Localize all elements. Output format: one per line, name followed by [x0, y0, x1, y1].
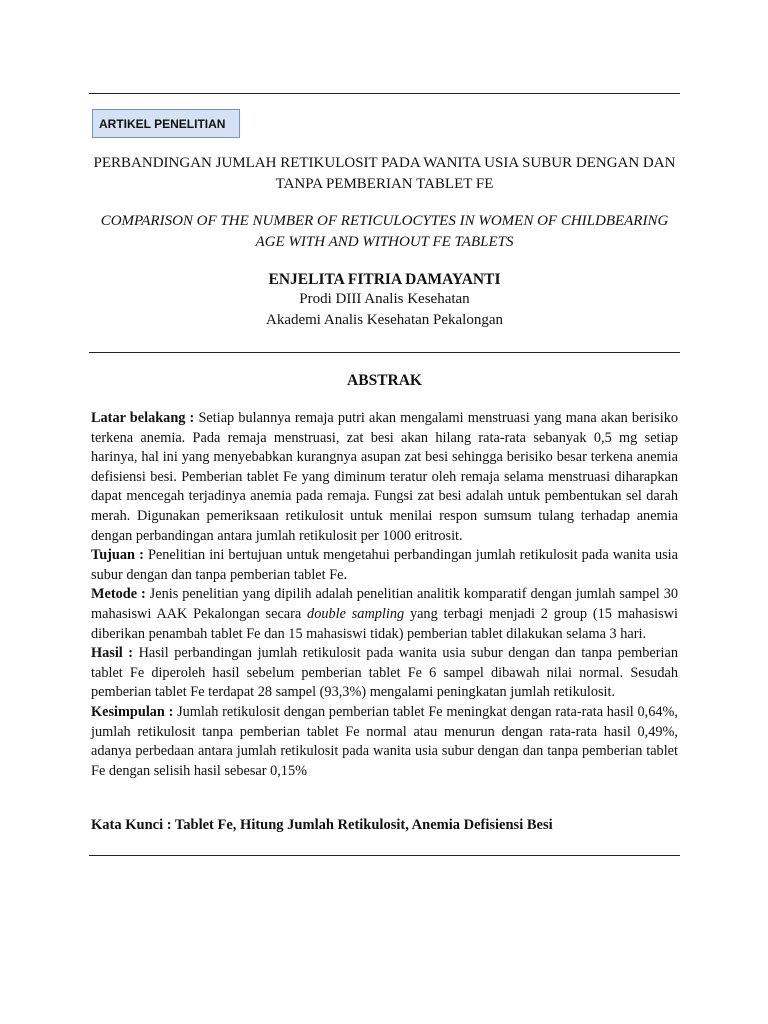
- method-italic-term: double sampling: [307, 605, 405, 622]
- result-label: Hasil :: [91, 645, 134, 662]
- objective-label: Tujuan :: [91, 547, 144, 564]
- objective-text: Penelitian ini bertujuan untuk mengetahui perbandingan jumlah retikulosit pada wanita usia subur dengan dan tanpa pemberian tablet Fe.: [91, 547, 678, 583]
- abstract-conclusion: [91, 703, 678, 781]
- abstract-body: [91, 409, 678, 781]
- abstract-result: [91, 644, 678, 703]
- author-program: Prodi DIII Analis Kesehatan: [299, 291, 470, 307]
- author-institution: Akademi Analis Kesehatan Pekalongan: [265, 312, 504, 328]
- title-english: COMPARISON OF THE NUMBER OF RETICULOCYTES IN WOMEN OF CHILDBEARING AGE WITH AND WITHOUT FE TABLETS: [100, 213, 669, 250]
- article-type-label: ARTIKEL PENELITIAN: [99, 116, 226, 131]
- top-rule: [89, 93, 680, 94]
- keywords: Kata Kunci : Tablet Fe, Hitung Jumlah Retikulosit, Anemia Defisiensi Besi: [91, 817, 553, 833]
- abstract-method: [91, 585, 678, 644]
- author-name: ENJELITA FITRIA DAMAYANTI: [268, 271, 501, 288]
- title-indonesian: PERBANDINGAN JUMLAH RETIKULOSIT PADA WANITA USIA SUBUR DENGAN DAN TANPA PEMBERIAN TABLET FE: [93, 155, 676, 192]
- abstract-objective: [91, 546, 678, 585]
- background-text: Setiap bulannya remaja putri akan mengalami menstruasi yang mana akan berisiko terkena anemia. Pada remaja menstruasi, zat besi akan hilang rata-rata sebanyak 0,5 mg setiap harinya, hal ini yang menyebabkan kurangnya asupan zat besi sehingga berisiko besar terkena anemia defisiensi besi. Pemberian tablet Fe yang diminum teratur oleh remaja selama menstruasi diharapkan dapat mencegah terjadinya anemia pada remaja. Fungsi zat besi adalah untuk pembentukan sel darah merah. Digunakan pemeriksaan retikulosit untuk menilai respon sumsum tulang terhadap anemia dengan perbandingan antara jumlah retikulosit per 1000 eritrosit.: [91, 410, 678, 544]
- conclusion-label: Kesimpulan :: [91, 703, 174, 720]
- result-text: Hasil perbandingan jumlah retikulosit pada wanita usia subur dengan dan tanpa pemberian tablet Fe diperoleh hasil sebelum pemberian tablet Fe 6 sampel dibawah nilai normal. Sesudah pemberian tablet Fe terdapat 28 sampel (93,3%) mengalami peningkatan jumlah retikulosit.: [91, 645, 678, 701]
- method-text-1: Jenis penelitian yang dipilih adalah penelitian analitik komparatif dengan jumlah sampel 30 mahasiswi AAK Pekalongan secara: [91, 586, 679, 622]
- conclusion-text: Jumlah retikulosit dengan pemberian tablet Fe meningkat dengan rata-rata hasil 0,64%, jumlah retikulosit tanpa pemberian tablet Fe normal atau menurun dengan rata-rata hasil 0,49%, adanya perbedaan antara jumlah retikulosit pada wanita usia subur dengan dan tanpa pemberian tablet Fe dengan selisih hasil sebesar 0,15%: [91, 703, 678, 779]
- background-label: Latar belakang :: [91, 410, 195, 426]
- method-label: Metode :: [91, 586, 146, 603]
- header-divider: [89, 352, 680, 353]
- abstract-background: [91, 409, 678, 546]
- abstract-heading: ABSTRAK: [347, 372, 422, 389]
- bottom-rule: [89, 855, 680, 856]
- article-type-badge: [92, 109, 240, 138]
- method-text-2: yang terbagi menjadi 2 group (15 mahasiswi diberikan penambah tablet Fe dan 15 mahasiswi tidak) pemberian tablet dilakukan selama 3 hari.: [91, 605, 679, 642]
